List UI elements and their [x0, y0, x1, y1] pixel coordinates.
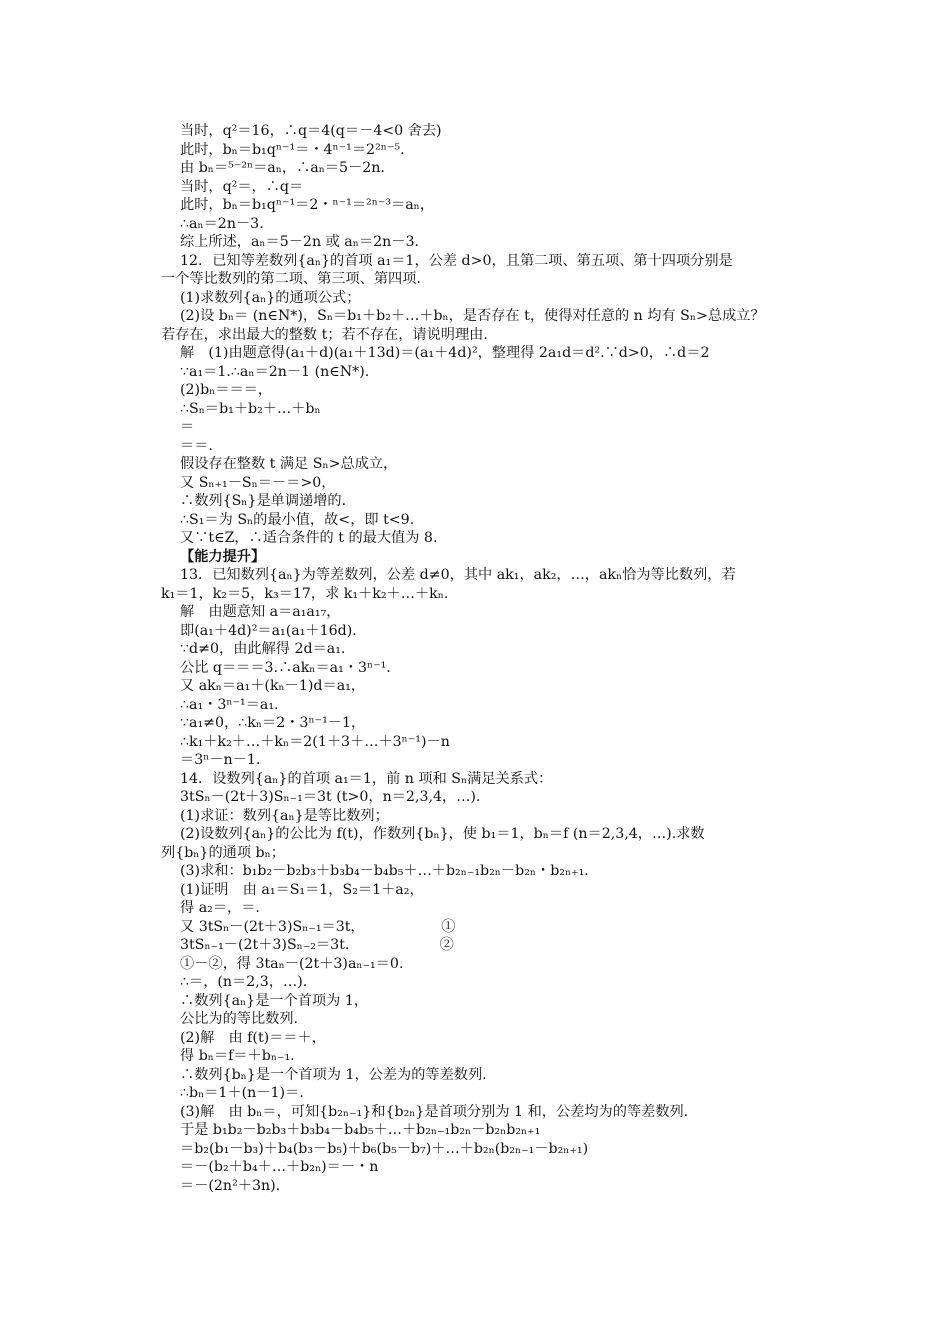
text-line: ＝＝. [180, 437, 213, 454]
text-line: ∴bₙ＝1＋(n－1)＝. [180, 1085, 304, 1101]
text-line: 又 Sₙ₊₁－Sₙ＝－＝>0， [180, 474, 336, 491]
text-line: ∵a₁＝1.∴aₙ＝2n－1 (n∈N*). [180, 363, 370, 380]
text-line: 此时，bₙ＝b₁qⁿ⁻¹＝2・ⁿ⁻¹＝²ⁿ⁻³＝aₙ， [180, 197, 435, 213]
text-line: ∴数列{aₙ}是一个首项为 1， [180, 992, 369, 1009]
text-line: 得 bₙ＝f＝＋bₙ₋₁. [180, 1048, 295, 1064]
text-line: 列{bₙ}的通项 bₙ； [161, 844, 285, 861]
text-line: 得 a₂＝，＝. [180, 900, 260, 916]
text-line: ∴S₁＝为 Sₙ的最小值，故<，即 t<9. [180, 511, 415, 528]
text-line: ∴a₁・3ⁿ⁻¹＝a₁. [180, 696, 279, 713]
text-line: (3)求和：b₁b₂－b₂b₃＋b₃b₄－b₄b₅＋…＋b₂ₙ₋₁b₂ₙ－b₂ₙ・b₂ₙ₊₁. [180, 863, 589, 879]
text-line: 又 akₙ＝a₁＋(kₙ－1)d＝a₁， [180, 678, 366, 694]
text-line: (2)设数列{aₙ}的公比为 f(t)，作数列{bₙ}，使 b₁＝1，bₙ＝f (n＝2,3,4，…).求数 [180, 826, 705, 842]
text-line: 假设存在整数 t 满足 Sₙ>总成立， [180, 456, 398, 472]
text-line: ＝－(2n²＋3n). [180, 1177, 281, 1194]
text-line: 即(a₁＋4d)²＝a₁(a₁＋16d). [180, 622, 357, 639]
text-line: ＝－(b₂＋b₄＋…＋b₂ₙ)＝－・n [180, 1159, 379, 1175]
text-line: ∴aₙ＝2n－3. [180, 215, 264, 232]
text-line: 一个等比数列的第二项、第三项、第四项. [161, 271, 421, 287]
text-line: 14．设数列{aₙ}的首项 a₁＝1，前 n 项和 Sₙ满足关系式： [180, 770, 553, 787]
text-line: ①－②，得 3taₙ－(2t＋3)aₙ₋₁＝0. [180, 955, 404, 972]
text-line: ∵d≠0，由此解得 2d＝a₁. [180, 641, 346, 657]
text-line: 3tSₙ－(2t＋3)Sₙ₋₁＝3t (t>0，n＝2,3,4，…). [180, 789, 481, 805]
text-line: 解 由题意知 a＝a₁a₁₇， [180, 604, 341, 620]
text-line: 综上所述，aₙ＝5－2n 或 aₙ＝2n－3. [180, 234, 419, 250]
text-line: ∴k₁＋k₂＋…＋kₙ＝2(1＋3＋…＋3ⁿ⁻¹)－n [180, 733, 450, 750]
text-line: 又∵t∈Z，∴适合条件的 t 的最大值为 8. [180, 530, 438, 546]
text-line: ∴数列{bₙ}是一个首项为 1，公差为的等差数列. [180, 1066, 487, 1083]
text-line: 公比 q＝＝＝3.∴akₙ＝a₁・3ⁿ⁻¹. [180, 659, 391, 676]
text-line: 解 (1)由题意得(a₁＋d)(a₁＋13d)＝(a₁＋4d)²，整理得 2a₁d＝d².∵d>0，∴d＝2 [180, 345, 710, 361]
text-line: (2)解 由 f(t)＝＝＋， [180, 1029, 326, 1046]
text-line: ＝3ⁿ－n－1. [180, 752, 261, 768]
text-line: 公比为的等比数列. [180, 1011, 299, 1027]
text-line: 又 3tSₙ－(2t＋3)Sₙ₋₁＝3t， ① [180, 918, 456, 935]
text-line: 12．已知等差数列{aₙ}的首项 a₁＝1，公差 d>0，且第二项、第五项、第十四项分别是 [180, 252, 733, 269]
text-line: ＝b₂(b₁－b₃)＋b₄(b₃－b₅)＋b₆(b₅－b₇)＋…＋b₂ₙ(b₂ₙ₋₁－b₂ₙ₊₁) [180, 1140, 589, 1157]
text-line: 13．已知数列{aₙ}为等差数列，公差 d≠0，其中 ak₁，ak₂，…，akₙ恰为等比数列，若 [180, 567, 736, 583]
text-line: (1)求数列{aₙ}的通项公式； [180, 289, 361, 306]
text-line: 若存在，求出最大的整数 t；若不存在，请说明理由. [161, 326, 488, 343]
text-line: 当时，q²＝，∴q＝ [180, 178, 304, 195]
text-line: ∴＝，(n＝2,3，…). [180, 974, 308, 990]
text-line: ∴数列{Sₙ}是单调递增的. [180, 493, 347, 509]
text-line: 3tSₙ₋₁－(2t＋3)Sₙ₋₂＝3t. ② [180, 937, 454, 953]
text-line: ＝ [180, 419, 195, 435]
text-line: ∵a₁≠0，∴kₙ＝2・3ⁿ⁻¹－1， [180, 715, 366, 731]
text-line: (2)设 bₙ＝ (n∈N*)，Sₙ＝b₁＋b₂＋…＋bₙ，是否存在 t，使得对任意的 n 均有 Sₙ>总成立？ [180, 308, 765, 324]
text-line: (1)证明 由 a₁＝S₁＝1，S₂＝1＋a₂， [180, 881, 424, 898]
text-line: 由 bₙ＝⁵⁻²ⁿ＝aₙ，∴aₙ＝5－2n. [180, 160, 385, 176]
text-line: 此时，bₙ＝b₁qⁿ⁻¹＝・4ⁿ⁻¹＝2²ⁿ⁻⁵. [180, 141, 405, 158]
text-line: (1)求证：数列{aₙ}是等比数列； [180, 807, 389, 824]
text-line: 于是 b₁b₂－b₂b₃＋b₃b₄－b₄b₅＋…＋b₂ₙ₋₁b₂ₙ－b₂ₙb₂ₙ₊₁ [180, 1122, 541, 1138]
text-line: (2)bₙ＝＝＝， [180, 382, 273, 398]
text-line: 当时，q²＝16，∴q＝4(q＝－4<0 舍去) [180, 123, 442, 139]
text-line: ∴Sₙ＝b₁＋b₂＋…＋bₙ [180, 400, 321, 417]
text-line: (3)解 由 bₙ＝，可知{b₂ₙ₋₁}和{b₂ₙ}是首项分别为 1 和，公差均为的等差数列. [180, 1103, 689, 1120]
text-line: k₁＝1，k₂＝5，k₃＝17，求 k₁＋k₂＋…＋kₙ. [161, 585, 449, 602]
section-heading: 【能力提升】 [180, 548, 266, 565]
